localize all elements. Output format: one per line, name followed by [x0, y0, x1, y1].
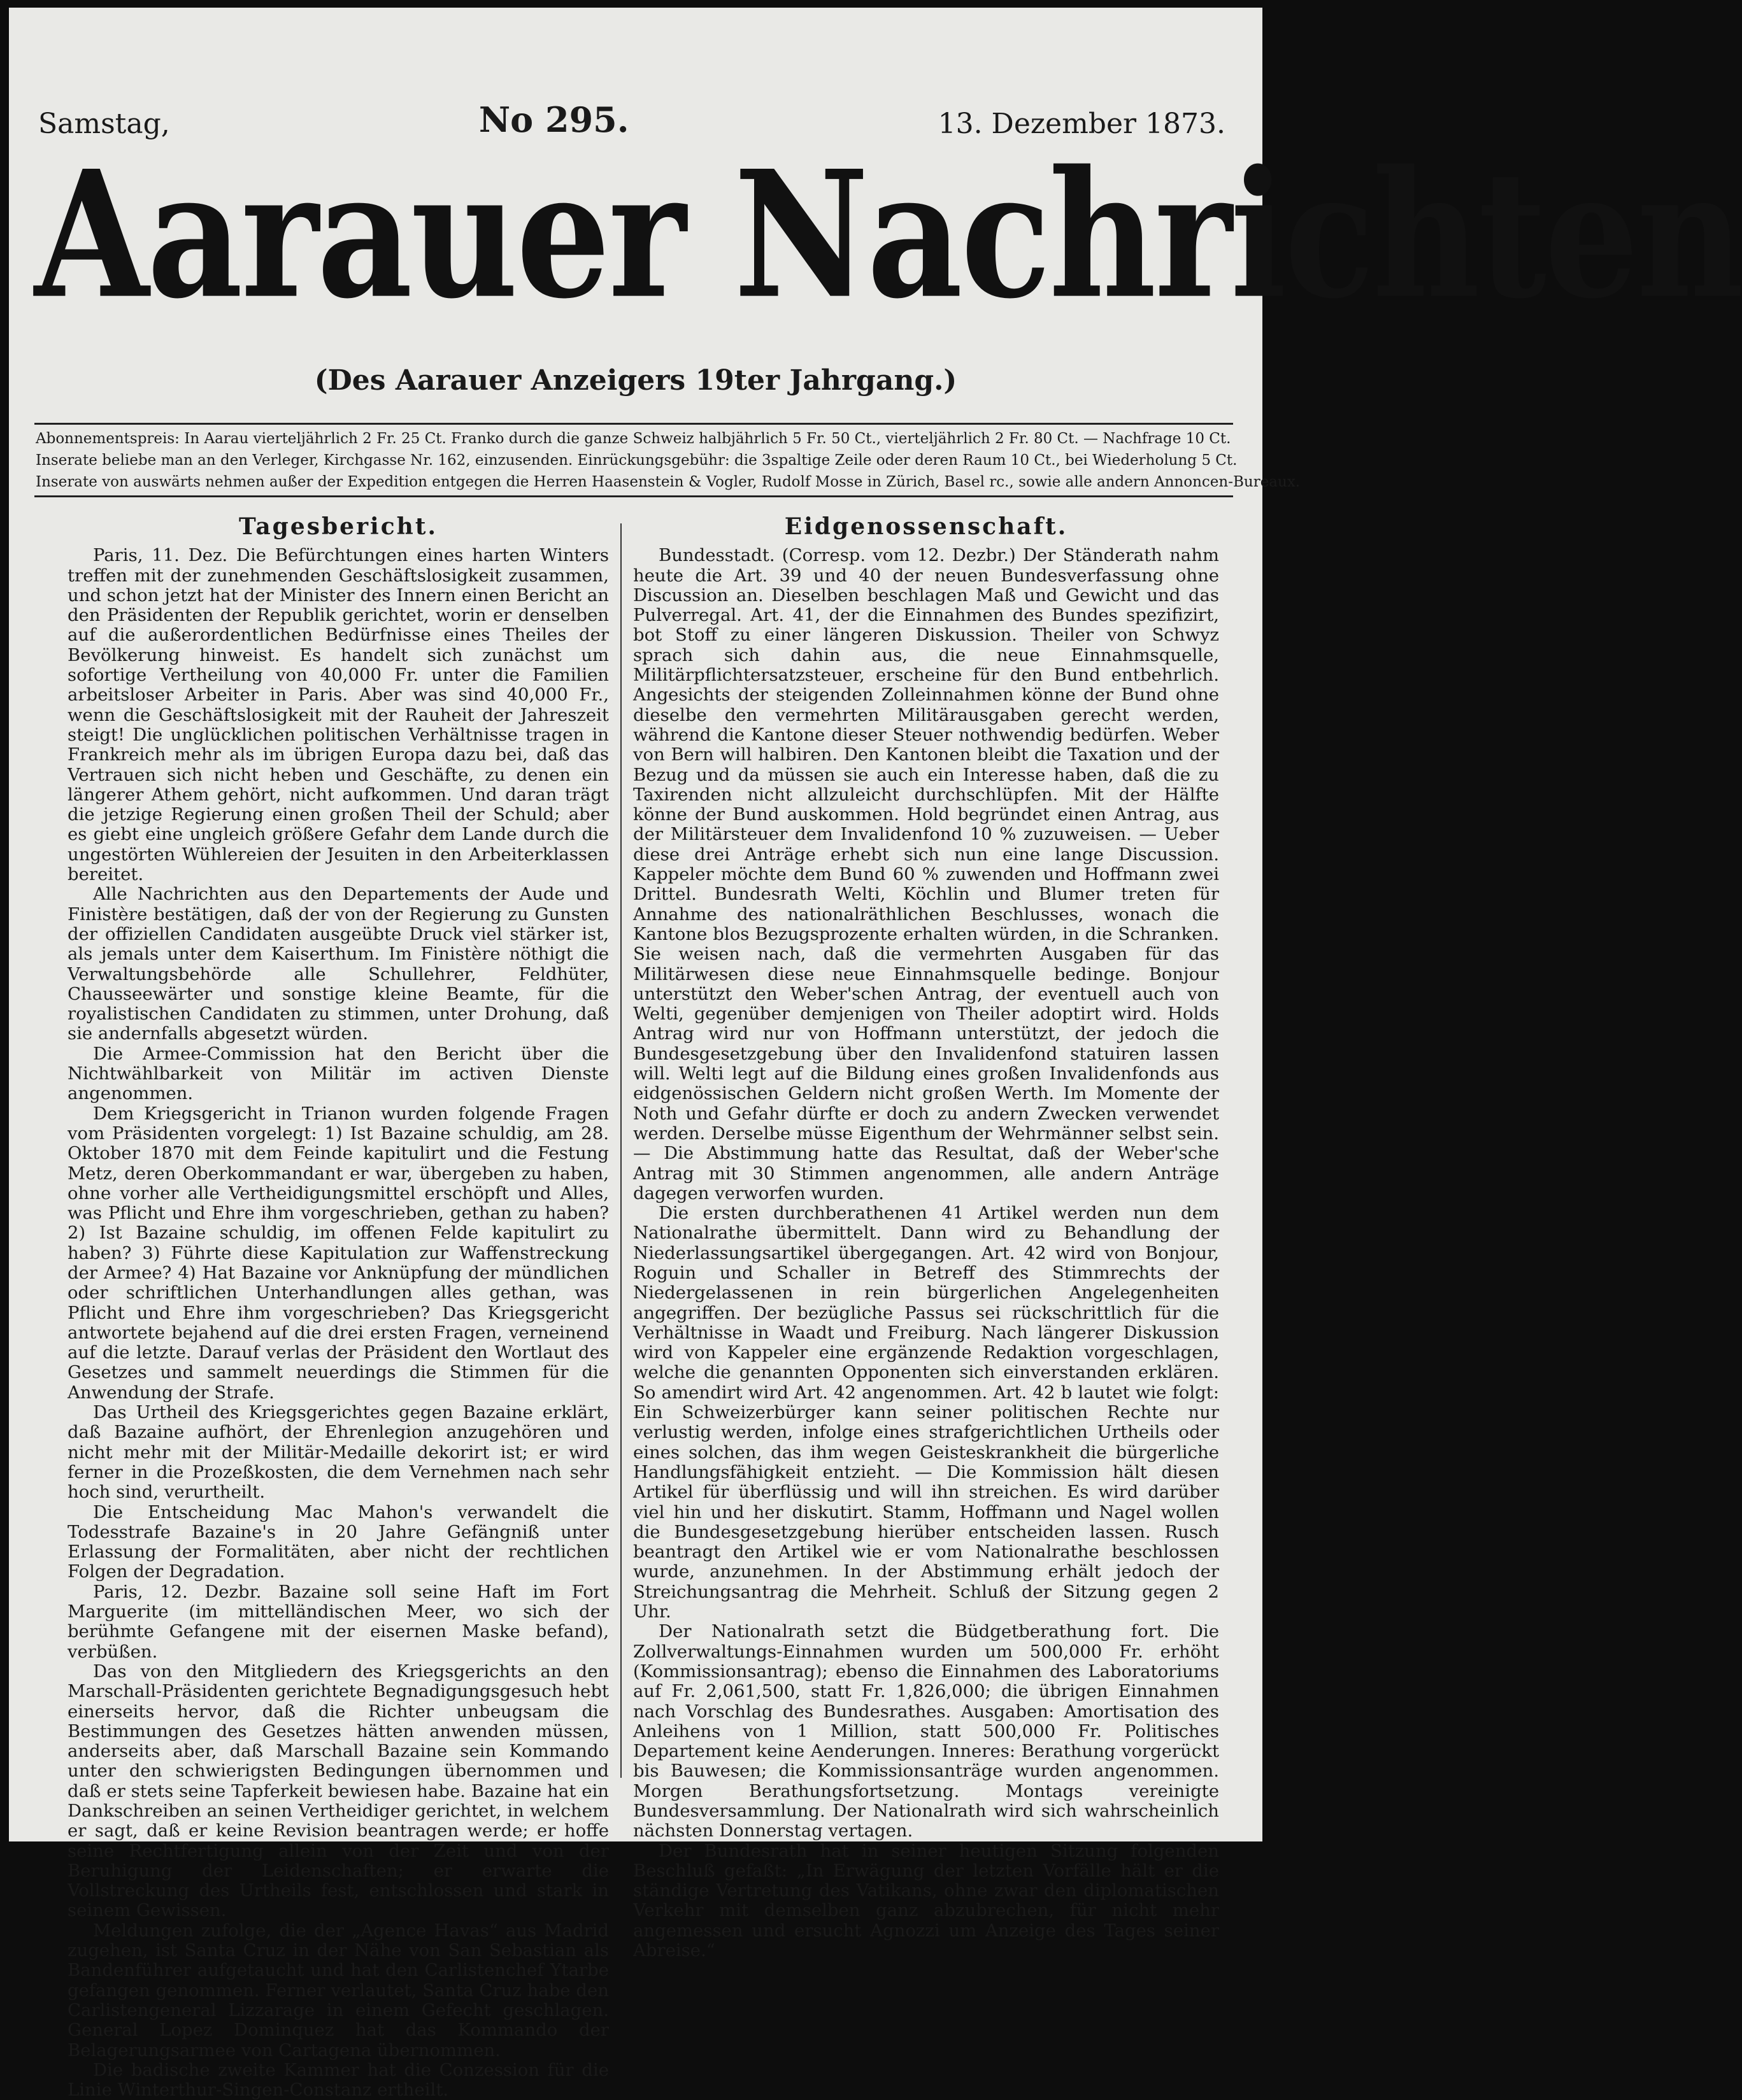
paragraph: Paris, 11. Dez. Die Befürchtungen eines harten Winters treffen mit der zunehmenden Geschäftslosigkeit zusammen, und schon jetzt hat der Minister des Innern einen Bericht an den Präsidenten der Republik gerichtet, worin er denselben auf die außerordentlichen Bedürfnisse eines Theiles der Bevölkerung hinweist. Es handelt sich zunächst um sofortige Vertheilung von 40,000 Fr. unter die Familien arbeitsloser Arbeiter in Paris. Aber was sind 40,000 Fr., wenn die Geschäftslosigkeit mit der Rauheit der Jahreszeit steigt! Die unglücklichen politischen Verhältnisse tragen in Frankreich mehr als im übrigen Europa dazu bei, daß das Vertrauen sich nicht heben und Geschäfte, zu denen ein längerer Athem gehört, nicht aufkommen. Und daran trägt die jetzige Regierung einen großen Theil der Schuld; aber es giebt eine ungleich größere Gefahr dem Lande durch die ungestörten Wühlereien der Jesuiten in den Arbeiterklassen bereitet.	[68, 545, 609, 885]
paragraph: Die Entscheidung Mac Mahon's verwandelt die Todesstrafe Bazaine's in 20 Jahre Gefängniß unter Erlassung der Formalitäten, aber nicht der rechtlichen Folgen der Degradation.	[68, 1501, 609, 1582]
paragraph: Die ersten durchberathenen 41 Artikel werden nun dem Nationalrathe übermittelt. Dann wird zu Behandlung der Niederlassungsartikel übergegangen. Art. 42 wird von Bonjour, Roguin und Schaller in Betreff des Stimmrechts der Niedergelassenen in rein bürgerlichen Angelegenheiten angegriffen. Der bezügliche Passus sei rückschrittlich für die Verhältnisse in Waadt und Freiburg. Nach längerer Diskussion wird von Kappeler eine ergänzende Redaktion vorgeschlagen, welche die genannten Opponenten sich einverstanden erklären. So amendirt wird Art. 42 angenommen. Art. 42 b lautet wie folgt: Ein Schweizerbürger kann seiner politischen Rechte nur verlustig werden, infolge eines strafgerichtlichen Urtheils oder eines solchen, das ihm wegen Geisteskrankheit die bürgerliche Handlungsfähigkeit entzieht. — Die Kommission hält diesen Artikel für überflüssig und will ihn streichen. Es wird darüber viel hin und her diskutirt. Stamm, Hoffmann und Nagel wollen die Bundesgesetzgebung hierüber entscheiden lassen. Rusch beantragt den Artikel wie er vom Nationalrathe beschlossen wurde, anzunehmen. In der Abstimmung erhält jedoch der Streichungsantrag die Mehrheit. Schluß der Sitzung gegen 2 Uhr.	[633, 1203, 1219, 1622]
issue-number: No 295.	[478, 99, 629, 140]
newspaper-page	[9, 8, 1742, 2100]
weekday: Samstag,	[38, 108, 170, 140]
masthead-title: Aarauer Nachrichten	[34, 132, 1742, 337]
paragraph: Der Bundesrath hat in seiner heutigen Sitzung folgenden Beschluß gefaßt: „In Erwägung der letzten Vorfälle hält er die ständige Vertretung des Vatikans, ohne zwar den diplomatischen Verkehr mit demselben ganz abzubrechen, für nicht mehr angemessen und ersucht Agnozzi um Anzeige des Tages seiner Abreise.“	[633, 1840, 1219, 1961]
right-column	[633, 513, 1219, 1961]
section-heading: Eidgenossenschaft.	[784, 513, 1068, 540]
paragraph: Meldungen zufolge, die der „Agence Havas“ aus Madrid zugehen, ist Santa Cruz in der Nähe von San Sebastian als Bandenführer aufgetaucht und hat den Carlistenchef Ytarbe gefangen genommen. Ferner verlautet, Santa Cruz habe den Carlistengeneral Lizzarage in einem Gefecht geschlagen. General Lopez Dominquez hat das Kommando der Belagerungsarmee von Cartagena übernommen.	[68, 1920, 609, 2061]
paragraph: Bundesstadt. (Corresp. vom 12. Dezbr.) Der Ständerath nahm heute die Art. 39 und 40 der neuen Bundesverfassung ohne Discussion an. Dieselben beschlagen Maß und Gewicht und das Pulverregal. Art. 41, der die Einnahmen des Bundes spezifizirt, bot Stoff zu einer längeren Diskussion. Theiler von Schwyz sprach sich dahin aus, die neue Einnahmsquelle, Militärpflichtersatzsteuer, erscheine für den Bund entbehrlich. Angesichts der steigenden Zolleinnahmen könne der Bund ohne dieselbe den vermehrten Militärausgaben gerecht werden, während die Kantone dieser Steuer nothwendig bedürfen. Weber von Bern will halbiren. Den Kantonen bleibt die Taxation und der Bezug und da müssen sie auch ein Interesse haben, daß die zu Taxirenden nicht allzuleicht durchschlüpfen. Mit der Hälfte könne der Bund auskommen. Hold begründet einen Antrag, aus der Militärsteuer dem Invalidenfond 10 % zuzuweisen. — Ueber diese drei Anträge erhebt sich nun eine lange Discussion. Kappeler möchte dem Bund 60 % zuwenden und Hoffmann zwei Drittel. Bundesrath Welti, Köchlin und Blumer treten für Annahme des nationalräthlichen Beschlusses, wonach die Kantone blos Bezugsprozente erhalten würden, in die Schranken. Sie weisen nach, daß die vermehrten Ausgaben für das Militärwesen diese neue Einnahmsquelle bedinge. Bonjour unterstützt den Weber'schen Antrag, der eventuell auch von Welti, gegenüber demjenigen von Theiler adoptirt wird. Holds Antrag wird nur von Hoffmann unterstützt, der jedoch die Bundesgesetzgebung über den Invalidenfond statuiren lassen will. Welti legt auf die Bildung eines großen Invalidenfonds aus eidgenössischen Geldern nicht großen Werth. Im Momente der Noth und Gefahr dürfte er doch zu andern Zwecken verwendet werden. Derselbe müsse Eigenthum der Wehrmänner selbst sein. — Die Abstimmung hatte das Resultat, daß der Weber'sche Antrag mit 30 Stimmen angenommen, alle andern Anträge dagegen verworfen wurden.	[633, 545, 1219, 1203]
subscription-line: Abonnementspreis: In Aarau vierteljährlich 2 Fr. 25 Ct. Franko durch die ganze Schweiz halbjährlich 5 Fr. 50 Ct., vierteljährlich 2 Fr. 80 Ct. — Nachfrage 10 Ct.	[36, 430, 1231, 447]
paragraph: Die badische zweite Kammer hat die Conzession für die Linie Winterthur-Singen-Constanz ertheilt.	[68, 2059, 609, 2100]
paragraph: Die Armee-Commission hat den Bericht über die Nichtwählbarkeit von Militär im activen Dienste angenommen.	[68, 1043, 609, 1104]
left-column	[68, 513, 609, 2100]
paragraph: Das von den Mitgliedern des Kriegsgerichts an den Marschall-Präsidenten gerichtete Begnadigungsgesuch hebt einerseits hervor, daß die Richter unbeugsam die Bestimmungen des Gesetzes hätten anwenden müssen, anderseits aber, daß Marschall Bazaine sein Kommando unter den schwierigsten Bedingungen übernommen und daß er stets seine Tapferkeit bewiesen habe. Bazaine hat ein Dankschreiben an seinen Vertheidiger gerichtet, in welchem er sagt, daß er keine Revision beantragen werde; er hoffe seine Rechtfertigung allein von der Zeit und von der Beruhigung der Leidenschaften; er erwarte die Vollstreckung des Urtheils fest, entschlossen und stark in seinem Gewissen.	[68, 1661, 609, 1921]
top-rule	[34, 423, 1233, 425]
section-heading: Tagesbericht.	[239, 513, 438, 540]
subscription-line: Inserate von auswärts nehmen außer der Expedition entgegen die Herren Haasenstein & Vogler, Rudolf Mosse in Zürich, Basel rc., sowie alle andern Annoncen-Bureaux.	[36, 474, 1301, 490]
paragraph: Paris, 12. Dezbr. Bazaine soll seine Haft im Fort Marguerite (im mittelländischen Meer, wo sich der berühmte Gefangene mit der eisernen Maske befand), verbüßen.	[68, 1581, 609, 1662]
issue-date: 13. Dezember 1873.	[938, 108, 1225, 140]
paragraph: Der Nationalrath setzt die Büdgetberathung fort. Die Zollverwaltungs-Einnahmen wurden um 500,000 Fr. erhöht (Kommissionsantrag); ebenso die Einnahmen des Laboratoriums auf Fr. 2,061,500, statt Fr. 1,826,000; die übrigen Einnahmen nach Vorschlag des Bundesrathes. Ausgaben: Amortisation des Anleihens von 1 Million, statt 500,000 Fr. Politisches Departement keine Aenderungen. Inneres: Berathung vorgerückt bis Bauwesen; die Kommissionsanträge wurden angenommen. Morgen Berathungsfortsetzung. Montags vereinigte Bundesversammlung. Der Nationalrath wird sich wahrscheinlich nächsten Donnerstag vertagen.	[633, 1621, 1219, 1841]
paragraph: Dem Kriegsgericht in Trianon wurden folgende Fragen vom Präsidenten vorgelegt: 1) Ist Bazaine schuldig, am 28. Oktober 1870 mit dem Feinde kapitulirt und die Festung Metz, deren Oberkommandant er war, übergeben zu haben, ohne vorher alle Vertheidigungsmittel erschöpft und Alles, was Pflicht und Ehre ihm vorgeschrieben, gethan zu haben? 2) Ist Bazaine schuldig, im offenen Felde kapitulirt zu haben? 3) Führte diese Kapitulation zur Waffenstreckung der Armee? 4) Hat Bazaine vor Anknüpfung der mündlichen oder schriftlichen Unterhandlungen alles gethan, was Pflicht und Ehre ihm vorgeschrieben? Das Kriegsgericht antwortete bejahend auf die drei ersten Fragen, verneinend auf die letzte. Darauf verlas der Präsident den Wortlaut des Gesetzes und sammelt neuerdings die Stimmen für die Anwendung der Strafe.	[68, 1103, 609, 1403]
subscription-info	[36, 428, 1301, 493]
subscription-line: Inserate beliebe man an den Verleger, Kirchgasse Nr. 162, einzusenden. Einrückungsgebühr: die 3spaltige Zeile oder deren Raum 10 Ct., bei Wiederholung 5 Ct.	[36, 452, 1238, 469]
paragraph: Das Urtheil des Kriegsgerichtes gegen Bazaine erklärt, daß Bazaine aufhört, der Ehrenlegion anzugehören und nicht mehr mit der Militär-Medaille dekorirt ist; er wird ferner in die Prozeßkosten, die dem Vernehmen nach sehr hoch sind, verurtheilt.	[68, 1402, 609, 1503]
bottom-rule	[34, 495, 1233, 497]
masthead-subtitle: (Des Aarauer Anzeigers 19ter Jahrgang.)	[314, 364, 957, 397]
paragraph: Alle Nachrichten aus den Departements der Aude und Finistère bestätigen, daß der von der Regierung zu Gunsten der offiziellen Candidaten ausgeübte Druck viel stärker ist, als jemals unter dem Kaiserthum. Im Finistère nöthigt die Verwaltungsbehörde alle Schullehrer, Feldhüter, Chausseewärter und sonstige kleine Beamte, für die royalistischen Candidaten zu stimmen, unter Drohung, daß sie andernfalls abgesetzt würden.	[68, 884, 609, 1044]
column-divider	[620, 523, 622, 1778]
